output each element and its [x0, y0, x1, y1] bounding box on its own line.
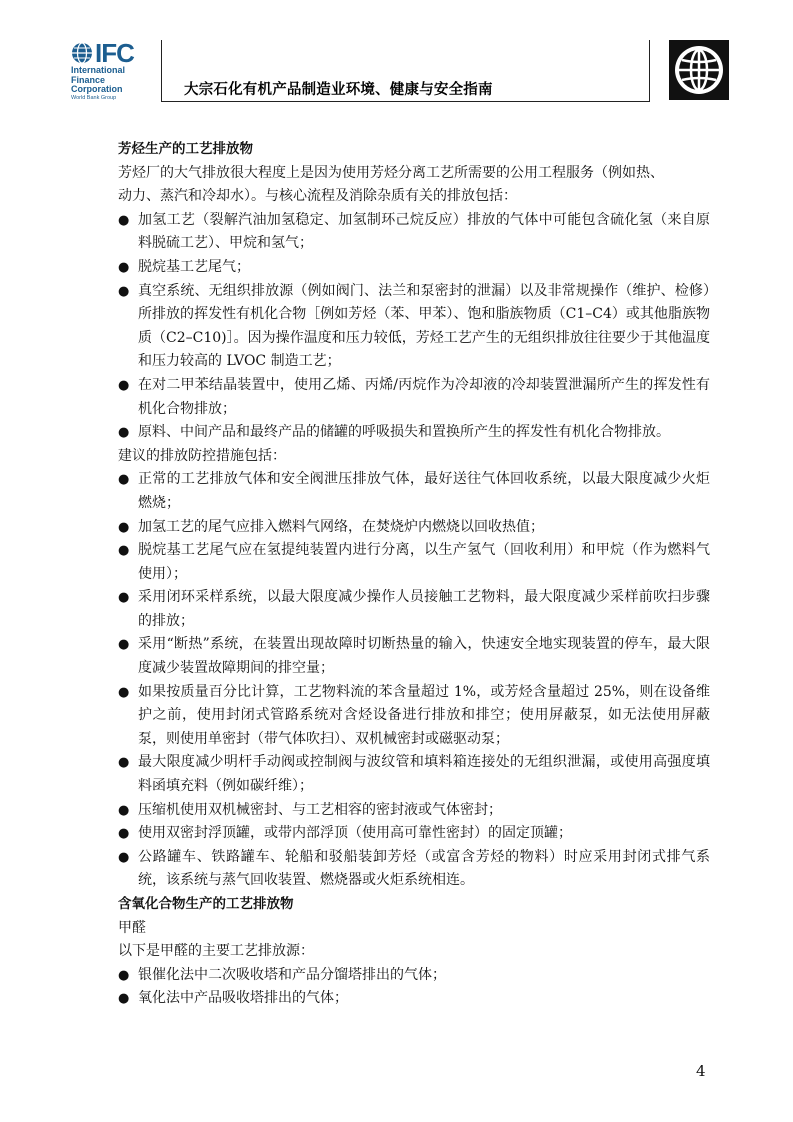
subsection-title: 甲醛 [118, 919, 146, 936]
list-item: ● 加氢工艺（裂解汽油加氢稳定、加氢制环己烷反应）排放的气体中可能包含硫化氢（来自原料脱硫工艺）、甲烷和氢气； [118, 209, 710, 256]
bullet-icon: ● [118, 543, 130, 559]
bullet-icon: ● [118, 802, 130, 818]
list-item: ● 正常的工艺排放气体和安全阀泄压排放气体，最好送往气体回收系统，以最大限度减少火炬燃烧； [118, 468, 710, 515]
list-item: ● 银催化法中二次吸收塔和产品分馏塔排出的气体； [118, 964, 710, 988]
bullet-icon: ● [118, 967, 130, 983]
list-item: ● 脱烷基工艺尾气应在氢提纯装置内进行分离，以生产氢气（回收利用）和甲烷（作为燃料气使用）； [118, 539, 710, 586]
page-header [0, 0, 793, 110]
ifc-globe-icon [71, 42, 93, 64]
bullet-icon: ● [118, 377, 130, 393]
bullet-icon: ● [118, 755, 130, 771]
bullet-icon: ● [118, 472, 130, 488]
ifc-subtitle: World Bank Group [71, 94, 117, 101]
world-bank-globe-icon [669, 40, 729, 100]
bullet-icon: ● [118, 259, 130, 275]
bullet-icon: ● [118, 425, 130, 441]
recommendation-intro: 建议的排放防控措施包括： [118, 447, 286, 464]
list-item: ● 采用闭环采样系统，以最大限度减少操作人员接触工艺物料，最大限度减少采样前吹扫步骤的排放； [118, 586, 710, 633]
list-item: ● 在对二甲苯结晶装置中，使用乙烯、丙烯/丙烷作为冷却液的冷却装置泄漏所产生的挥发性有机化合物排放； [118, 374, 710, 421]
section-heading: 芳烃生产的工艺排放物 [118, 141, 253, 157]
list-item: ● 氧化法中产品吸收塔排出的气体； [118, 987, 710, 1011]
ifc-logo [71, 40, 161, 106]
list-item: ● 加氢工艺的尾气应排入燃料气网络，在焚烧炉内燃烧以回收热值； [118, 516, 710, 540]
intro-paragraph-line: 芳烃厂的大气排放很大程度上是因为使用芳烃分离工艺所需要的公用工程服务（例如热、 [118, 164, 664, 181]
bullet-icon: ● [118, 590, 130, 606]
bullet-icon: ● [118, 283, 130, 299]
bullet-icon: ● [118, 212, 130, 228]
header-divider-right [649, 40, 650, 102]
list-item: ● 真空系统、无组织排放源（例如阀门、法兰和泵密封的泄漏）以及非常规操作（维护、检修）所排放的挥发性有机化合物［例如芳烃（苯、甲苯）、饱和脂族物质（C1–C4）或其他脂族物质（C2–C10)］。因为操作温度和压力较低，芳烃工艺产生的无组织排放往往要少于其他温度和压力较高的 LVOC 制造工艺； [118, 280, 710, 374]
header-rule [161, 101, 650, 102]
list-item: ● 原料、中间产品和最终产品的储罐的呼吸损失和置换所产生的挥发性有机化合物排放。 [118, 421, 710, 445]
list-item: ● 采用“断热”系统，在装置出现故障时切断热量的输入，快速安全地实现装置的停车，最大限度减少装置故障期间的排空量； [118, 633, 710, 680]
page-body [118, 138, 710, 1011]
list-item: ● 压缩机使用双机械密封、与工艺相容的密封液或气体密封； [118, 799, 710, 823]
ifc-name-line: International [71, 65, 126, 75]
bullet-icon: ● [118, 684, 130, 700]
bullet-icon: ● [118, 991, 130, 1007]
list-item: ● 公路罐车、铁路罐车、轮船和驳船装卸芳烃（或富含芳烃的物料）时应采用封闭式排气系统，该系统与蒸气回收装置、燃烧器或火炬系统相连。 [118, 846, 710, 893]
page-number: 4 [696, 1062, 706, 1080]
ifc-name-line: Corporation [71, 84, 123, 94]
bullet-icon: ● [118, 826, 130, 842]
list-item: ● 如果按质量百分比计算，工艺物料流的苯含量超过 1%，或芳烃含量超过 25%，则在设备维护之前，使用封闭式管路系统对含烃设备进行排放和排空；使用屏蔽泵，如无法使用屏蔽泵，则使用单密封（带气体吹扫）、双机械密封或磁驱动泵； [118, 681, 710, 752]
list-item: ● 脱烷基工艺尾气； [118, 256, 710, 280]
bullet-icon: ● [118, 849, 130, 865]
ifc-name-line: Finance [71, 74, 106, 85]
header-divider-left [161, 40, 162, 102]
intro-paragraph-line: 动力、蒸汽和冷却水）。与核心流程及消除杂质有关的排放包括： [118, 188, 517, 205]
document-title: 大宗石化有机产品制造业环境、健康与安全指南 [184, 82, 493, 98]
bullet-icon: ● [118, 637, 130, 653]
section-heading: 含氧化合物生产的工艺排放物 [118, 896, 294, 912]
list-item: ● 使用双密封浮顶罐，或带内部浮顶（使用高可靠性密封）的固定顶罐； [118, 822, 710, 846]
ifc-mark: IFC [95, 38, 134, 68]
bullet-icon: ● [118, 519, 130, 535]
formaldehyde-intro: 以下是甲醛的主要工艺排放源： [118, 943, 314, 960]
list-item: ● 最大限度减少明杆手动阀或控制阀与波纹管和填料箱连接处的无组织泄漏，或使用高强度填料函填充料（例如碳纤维）； [118, 751, 710, 798]
